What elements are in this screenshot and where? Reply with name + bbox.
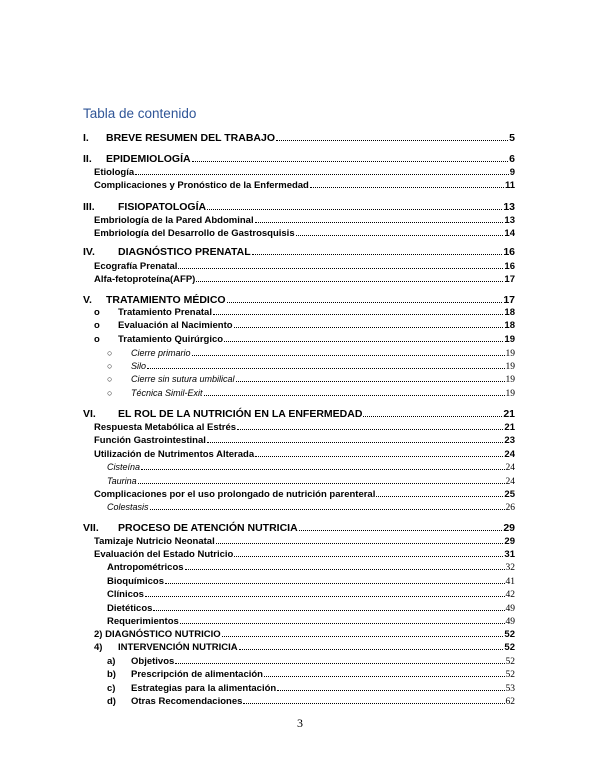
toc-entry-page: 18 (504, 307, 515, 318)
toc-dot-leader (192, 161, 509, 162)
toc-entry[interactable] (94, 435, 515, 446)
toc-entry-page: 49 (505, 617, 515, 627)
toc-entry-label: Bioquímicos (107, 576, 165, 587)
toc-entry-label: Evaluación del Estado Nutricio (94, 549, 234, 560)
toc-dot-leader (207, 209, 502, 210)
toc-entry-label: Complicaciones por el uso prolongado de nutrición parenteral (94, 489, 376, 500)
toc-entry[interactable] (94, 215, 515, 226)
toc-dot-leader (153, 610, 504, 611)
toc-entry-number: o (94, 307, 100, 318)
toc-entry-label: BREVE RESUMEN DEL TRABAJO (106, 132, 275, 144)
toc-dot-leader (135, 174, 509, 175)
toc-dot-leader (185, 569, 505, 570)
toc-dot-leader (175, 663, 504, 664)
toc-entry-page: 19 (505, 389, 515, 399)
toc-entry-page: 14 (504, 228, 515, 239)
toc-entry-label: EL ROL DE LA NUTRICIÓN EN LA ENFERMEDAD (118, 408, 363, 420)
toc-entry[interactable] (94, 642, 515, 653)
toc-entry-label: Requerimientos (107, 616, 179, 627)
toc-entry[interactable] (94, 307, 515, 318)
toc-entry-page: 13 (504, 215, 515, 226)
toc-entry-page: 52 (505, 657, 515, 667)
toc-dot-leader (141, 469, 504, 470)
toc-entry-label: Tratamiento Prenatal (118, 307, 212, 318)
toc-entry-label: Antropométricos (107, 562, 184, 573)
toc-entry[interactable] (94, 629, 515, 640)
toc-dot-leader (192, 355, 505, 356)
toc-entry[interactable] (83, 246, 515, 258)
toc-entry-label: Función Gastrointestinal (94, 435, 206, 446)
toc-entry-label: Alfa-fetoproteína(AFP) (94, 274, 196, 285)
toc-entry-page: 53 (505, 684, 515, 694)
toc-entry-label: Complicaciones y Pronóstico de la Enfermedad (94, 180, 309, 191)
toc-entry[interactable] (94, 320, 515, 331)
toc-entry-page: 17 (504, 274, 515, 285)
toc-entry[interactable] (94, 549, 515, 560)
toc-entry-page: 32 (505, 563, 515, 573)
toc-dot-leader (239, 649, 504, 650)
toc-dot-leader (299, 530, 503, 531)
toc-entry[interactable] (107, 388, 515, 399)
toc-entry-label: Otras Recomendaciones (131, 696, 243, 707)
toc-dot-leader (376, 496, 503, 497)
toc-entry-label: Cierre sin sutura umbilical (131, 374, 235, 384)
toc-entry-label: Silo (131, 361, 147, 371)
toc-entry-label: Tratamiento Quirúrgico (118, 334, 224, 345)
toc-entry[interactable] (94, 422, 515, 433)
toc-entry[interactable] (107, 462, 515, 473)
toc-entry-page: 24 (504, 449, 515, 460)
toc-entry-number: VI. (83, 408, 96, 420)
toc-entry-label: TRATAMIENTO MÉDICO (106, 294, 226, 306)
toc-entry-number: ○ (107, 348, 113, 358)
toc-dot-leader (207, 442, 504, 443)
toc-entry[interactable] (83, 201, 515, 213)
toc-entry-number: I. (83, 132, 89, 144)
toc-dot-leader (236, 381, 505, 382)
toc-entry[interactable] (107, 576, 515, 587)
toc-entry-number: ○ (107, 374, 113, 384)
toc-dot-leader (264, 676, 505, 677)
toc-entry-label: Objetivos (131, 656, 175, 667)
toc-entry-page: 42 (505, 590, 515, 600)
toc-entry-page: 19 (505, 362, 515, 372)
toc-entry-number: VII. (83, 522, 99, 534)
toc-entry[interactable] (107, 603, 515, 614)
toc-entry-number: ○ (107, 388, 113, 398)
toc-entry[interactable] (107, 669, 515, 680)
toc-entry-page: 16 (503, 246, 515, 258)
toc-entry[interactable] (107, 348, 515, 359)
toc-entry-page: 19 (505, 375, 515, 385)
toc-dot-leader (178, 268, 503, 269)
toc-entry[interactable] (83, 294, 515, 306)
toc-dot-leader (145, 596, 505, 597)
toc-entry-number: 4) (94, 642, 103, 653)
toc-entry-label: Colestasis (107, 502, 149, 512)
toc-entry-page: 29 (503, 522, 515, 534)
toc-entry-label: Tamizaje Nutricio Neonatal (94, 536, 215, 547)
toc-entry-label: Etiología (94, 167, 135, 178)
toc-entry[interactable] (107, 683, 515, 694)
toc-entry[interactable] (83, 132, 515, 144)
toc-entry[interactable] (94, 180, 515, 191)
toc-dot-leader (237, 429, 503, 430)
toc-dot-leader (310, 187, 504, 188)
toc-entry-page: 18 (504, 320, 515, 331)
toc-dot-leader (234, 327, 504, 328)
toc-dot-leader (150, 509, 505, 510)
toc-entry-label: Respuesta Metabólica al Estrés (94, 422, 237, 433)
toc-entry-page: 21 (503, 408, 515, 420)
toc-dot-leader (363, 416, 502, 417)
toc-entry[interactable] (94, 334, 515, 345)
toc-entry-number: b) (107, 669, 116, 680)
toc-entry[interactable] (94, 449, 515, 460)
toc-entry-page: 13 (503, 201, 515, 213)
toc-entry-label: Cierre primario (131, 348, 191, 358)
toc-entry[interactable] (83, 522, 515, 534)
toc-entry-label: Evaluación al Nacimiento (118, 320, 233, 331)
toc-entry-page: 9 (509, 167, 515, 178)
toc-entry-label: EPIDEMIOLOGÍA (106, 153, 191, 165)
toc-entry-number: c) (107, 683, 116, 694)
toc-entry-label: Ecografía Prenatal (94, 261, 178, 272)
toc-dot-leader (252, 254, 503, 255)
toc-entry-page: 49 (505, 604, 515, 614)
toc-entry-number: o (94, 334, 100, 345)
toc-entry-label: 2) DIAGNÓSTICO NUTRICIO (94, 629, 221, 640)
toc-entry-page: 31 (504, 549, 515, 560)
toc-entry-label: Técnica Simil-Exit (131, 388, 203, 398)
toc-dot-leader (147, 368, 504, 369)
toc-entry-number: o (94, 320, 100, 331)
toc-entry-label: INTERVENCIÓN NUTRICIA (118, 642, 238, 653)
toc-entry-label: PROCESO DE ATENCIÓN NUTRICIA (118, 522, 298, 534)
toc-entry-label: Prescripción de alimentación (131, 669, 263, 680)
toc-dot-leader (165, 583, 504, 584)
toc-dot-leader (180, 623, 505, 624)
toc-entry-label: Taurina (107, 476, 137, 486)
toc-dot-leader (255, 222, 504, 223)
toc-dot-leader (224, 341, 503, 342)
toc-entry-label: DIAGNÓSTICO PRENATAL (118, 246, 251, 258)
toc-entry-page: 25 (504, 489, 515, 500)
toc-entry-page: 52 (504, 629, 515, 640)
toc-entry[interactable] (107, 502, 515, 513)
toc-dot-leader (213, 314, 503, 315)
toc-entry-page: 11 (504, 180, 515, 191)
toc-dot-leader (243, 703, 504, 704)
toc-entry-page: 24 (505, 463, 515, 473)
toc-entry[interactable] (107, 476, 515, 487)
toc-entry[interactable] (83, 408, 515, 420)
toc-entry-number: II. (83, 153, 92, 165)
toc-entry-page: 52 (504, 642, 515, 653)
toc-dot-leader (276, 140, 508, 141)
toc-entry[interactable] (94, 261, 515, 272)
toc-entry-number: d) (107, 696, 116, 707)
toc-entry-label: FISIOPATOLOGÍA (118, 201, 207, 213)
toc-entry-page: 26 (505, 503, 515, 513)
toc-entry[interactable] (94, 489, 515, 500)
toc-entry-page: 52 (505, 670, 515, 680)
toc-entry[interactable] (107, 696, 515, 707)
page-number: 3 (297, 716, 303, 730)
toc-dot-leader (255, 456, 503, 457)
toc-entry[interactable] (107, 374, 515, 385)
toc-entry-label: Embriología del Desarrollo de Gastrosquisis (94, 228, 295, 239)
toc-entry[interactable] (107, 562, 515, 573)
toc-entry-page: 17 (503, 294, 515, 306)
toc-dot-leader (296, 235, 504, 236)
toc-entry[interactable] (107, 361, 515, 372)
toc-entry[interactable] (94, 228, 515, 239)
toc-title: Tabla de contenido (83, 106, 197, 121)
toc-entry-page: 19 (505, 349, 515, 359)
toc-entry-number: a) (107, 656, 116, 667)
toc-dot-leader (234, 556, 503, 557)
toc-dot-leader (138, 483, 505, 484)
toc-entry-page: 6 (509, 153, 515, 165)
toc-entry-page: 41 (505, 577, 515, 587)
toc-entry-label: Utilización de Nutrimentos Alterada (94, 449, 255, 460)
toc-entry-number: V. (83, 294, 92, 306)
toc-entry[interactable] (107, 656, 515, 667)
toc-entry-label: Cisteína (107, 462, 141, 472)
toc-dot-leader (277, 690, 504, 691)
toc-entry-number: IV. (83, 246, 95, 258)
toc-entry-page: 16 (504, 261, 515, 272)
toc-dot-leader (216, 543, 504, 544)
toc-dot-leader (222, 636, 504, 637)
toc-entry-page: 23 (504, 435, 515, 446)
toc-entry-page: 19 (504, 334, 515, 345)
toc-entry[interactable] (94, 274, 515, 285)
toc-entry-page: 5 (509, 132, 515, 144)
toc-entry-page: 24 (505, 477, 515, 487)
toc-entry[interactable] (107, 616, 515, 627)
toc-entry-number: III. (83, 201, 95, 213)
toc-entry[interactable] (94, 536, 515, 547)
toc-entry-label: Estrategias para la alimentación (131, 683, 277, 694)
toc-entry-label: Clínicos (107, 589, 144, 600)
toc-dot-leader (196, 281, 503, 282)
toc-entry-page: 29 (504, 536, 515, 547)
toc-dot-leader (227, 302, 503, 303)
toc-entry-label: Dietéticos (107, 603, 153, 614)
toc-entry[interactable] (83, 153, 515, 165)
toc-entry-page: 21 (504, 422, 515, 433)
toc-dot-leader (204, 395, 505, 396)
toc-entry-page: 62 (505, 697, 515, 707)
toc-entry-label: Embriología de la Pared Abdominal (94, 215, 254, 226)
toc-entry[interactable] (107, 589, 515, 600)
toc-entry-number: ○ (107, 361, 113, 371)
toc-entry[interactable] (94, 167, 515, 178)
